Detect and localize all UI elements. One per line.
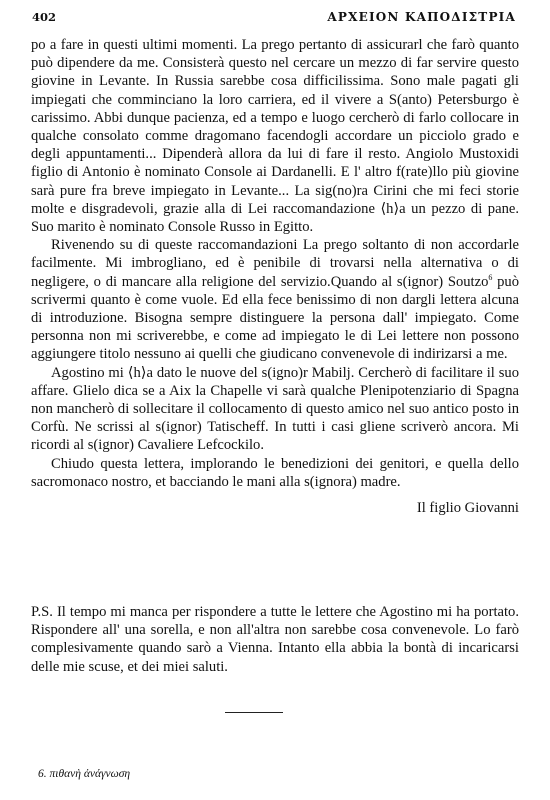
footnote-reference: 6 — [488, 272, 493, 282]
signature: Il figlio Giovanni — [416, 500, 519, 517]
footnote: 6. πιθανὴ ἀνάγνωση — [38, 768, 131, 780]
postscript-block — [31, 603, 519, 676]
paragraph-4: Chiudo questa lettera, implorando le benedizioni dei genitori, e quella dello sacromonaco nostro, et bacciando le mani alla s(ignora) madre. — [31, 455, 519, 490]
paragraph-2-text-b: può scrivermi quanto è come vuole. Ed ella fece benissimo di non dargli lettera alcuna di introduzione. Bisogna sempre distinguere la persona dall' impiegato. Come personna non mi scriverebbe, e come ad impiegato le di Lei lettere non possono aggiungere titolo nessuno ai quelli che giudicano convenevole di indirizarsi a me. — [31, 273, 519, 363]
footnote-separator — [225, 712, 283, 713]
paragraph-3: Agostino mi ⟨h⟩a dato le nuove del s(igno)r Mabilj. Cercherò di facilitare il suo affare. Glielo dica se a Aix la Chapelle vi sarà qualche Plenipotenziario di Spagna non mancherò di sollecitare il collocamento di questo amico nel suo antico posto in Corfù. Ne scrissi al s(ignor) Tatischeff. In tutti i casi gliene scriverò ancora. Mi ricordi al s(ignor) Cavaliere Lefcockilo. — [31, 364, 519, 454]
postscript: P.S. Il tempo mi manca per rispondere a tutte le lettere che Agostino mi ha portato. Rispondere all' una sorella, e non all'altra non sarebbe cosa convenevole. Lo farò complesivamente quando sarò a Vienna. Intanto ella abbia la bontà di incaricarsi delle mie scuse, et dei miei saluti. — [31, 604, 519, 675]
letter-body — [31, 36, 519, 517]
page-header — [32, 10, 516, 28]
paragraph-2-text-a: Rivenendo su di queste raccomandazioni La prego soltanto di non accordarle facilmente. Mi imbrogliano, ed è penibile di trovarsi nella alternativa o di negligere, o di mancare alla religione del servizio.Quando al s(ignor) Soutzo — [31, 237, 519, 290]
page-number: 402 — [32, 10, 57, 24]
running-head: ΑΡΧΕΙΟΝ ΚΑΠΟΔΙΣΤΡΙΑ — [327, 10, 516, 24]
paragraph-2 — [31, 236, 519, 363]
paragraph-1: po a fare in questi ultimi momenti. La prego pertanto di assicurarl che farò quanto può dipendere da me. Consisterà questo nel cercare un mezzo di far servire questo giovine in Levante. In Russia sarebbe cosa difficilissima. Sono male pagati gli impiegati che comminciano la loro carriera, ed il vivere a S(anto) Petersburgo è carissimo. Abbi dunque pacienza, ed a tempo e luogo cercherò di farlo collocare in qualche consolato comme dragomano facendogli accordare un picciolo grado e degli appuntamenti... Dipenderà allora da lui di fare il resto. Angiolo Mustoxidi figlio di Antonio è nominato Console ai Dardanelli. E l' altro f(rate)llo più giovine sarà pure fra breve impiegato in Levante... La sig(no)ra Cirini che mi feci storie molte e disgradevoli, grazie alla di Lei raccomandazione ⟨h⟩a un pezzo di pane. Suo marito è nominato Console Russo in Egitto. — [31, 37, 519, 236]
